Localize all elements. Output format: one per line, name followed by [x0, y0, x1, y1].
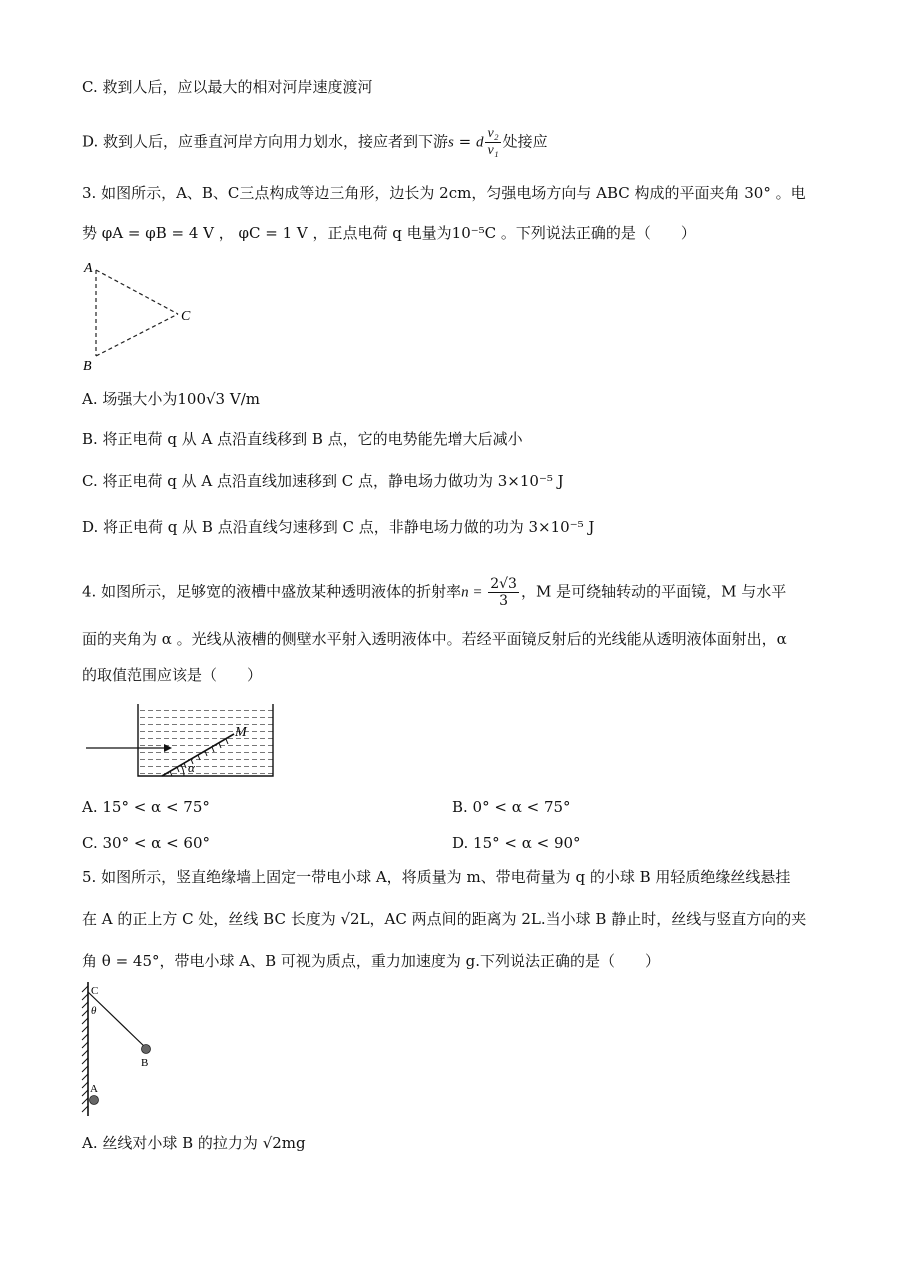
q4-n-label: n =: [461, 584, 487, 601]
q2-expr-s: s: [448, 134, 454, 151]
q4-stem-line1-pre: 4. 如图所示，足够宽的液槽中盛放某种透明液体的折射率: [82, 582, 462, 601]
q3-label-a: A: [84, 261, 93, 276]
q4-n-num: 2√3: [490, 576, 517, 592]
q4-label-m: M: [235, 725, 247, 740]
q4-n-den: 3: [499, 593, 509, 609]
q2-fraction-num: v₂: [487, 126, 499, 141]
q4-option-b: B. 0° < α < 75°: [452, 798, 571, 816]
q2-expr-d: d: [475, 134, 484, 151]
q2-option-d-post: 处接应: [502, 132, 548, 151]
q4-n-fraction: [488, 576, 519, 609]
q3-stem-line2: 势 φA = φB = 4 V ， φC = 1 V ，正点电荷 q 电量为10⁻⁵C 。下列说法正确的是（ ）: [82, 224, 696, 242]
q4-liquid: [138, 710, 273, 776]
q5-wall-hatch: [82, 986, 88, 1112]
q5-ball-b: [142, 1045, 151, 1054]
q3-label-c: C: [181, 309, 191, 324]
q3-option-a: A. 场强大小为100√3 V/m: [82, 390, 260, 408]
q5-label-c: C: [91, 985, 99, 997]
q3-label-b: B: [83, 359, 92, 374]
q2-fraction: [485, 126, 500, 159]
q3-stem-line1: 3. 如图所示，A、B、C三点构成等边三角形，边长为 2cm，匀强电场方向与 ABC 构成的平面夹角 30° 。电: [82, 184, 806, 202]
q4-option-d: D. 15° < α < 90°: [452, 834, 581, 852]
q2-option-c: C. 救到人后，应以最大的相对河岸速度渡河: [82, 78, 373, 96]
q5-stem-line2: 在 A 的正上方 C 处，丝线 BC 长度为 √2L，AC 两点间的距离为 2L.当小球 B 静止时，丝线与竖直方向的夹: [82, 910, 807, 928]
q2-expr-eq: =: [453, 132, 476, 151]
q3-option-c: C. 将正电荷 q 从 A 点沿直线加速移到 C 点，静电场力做功为 3×10⁻⁵ J: [82, 472, 564, 490]
q5-label-b: B: [141, 1057, 149, 1069]
q3-option-d: D. 将正电荷 q 从 B 点沿直线匀速移到 C 点，非静电场力做的功为 3×10⁻⁵ J: [82, 518, 595, 536]
q4-stem-line2: 面的夹角为 α 。光线从液槽的侧壁水平射入透明液体中。若经平面镜反射后的光线能从透明液体面射出，α: [82, 630, 787, 648]
q4-option-c: C. 30° < α < 60°: [82, 834, 210, 852]
q5-option-a: A. 丝线对小球 B 的拉力为 √2mg: [82, 1134, 306, 1152]
q4-stem-line1: [82, 576, 786, 609]
q4-stem-line3: 的取值范围应该是（ ）: [82, 666, 263, 684]
q5-ball-a: [90, 1096, 99, 1105]
q2-option-d-pre: D. 救到人后，应垂直河岸方向用力划水，接应者到下游: [82, 132, 449, 151]
q3-option-b: B. 将正电荷 q 从 A 点沿直线移到 B 点，它的电势能先增大后减小: [82, 430, 523, 448]
q5-thread-bc: [88, 992, 146, 1048]
q4-label-alpha: α: [188, 760, 195, 775]
q5-label-a: A: [90, 1083, 98, 1095]
q3-triangle-figure: [78, 258, 218, 378]
q3-side-bc: [96, 314, 178, 356]
q5-stem-line1: 5. 如图所示，竖直绝缘墙上固定一带电小球 A，将质量为 m、带电荷量为 q 的小球 B 用轻质绝缘丝线悬挂: [82, 868, 791, 886]
q4-tank-figure: [84, 700, 284, 780]
q5-label-theta: θ: [91, 1005, 97, 1017]
q4-option-a: A. 15° < α < 75°: [82, 798, 210, 816]
q3-side-ac: [96, 270, 178, 314]
q5-wall-figure: [80, 978, 180, 1118]
q2-fraction-den: v₁: [487, 143, 499, 158]
q4-stem-line1-post: ，M 是可绕轴转动的平面镜，M 与水平: [520, 582, 787, 601]
q5-stem-line3: 角 θ = 45°，带电小球 A、B 可视为质点，重力加速度为 g.下列说法正确的是（ ）: [82, 952, 661, 970]
q2-option-d: [82, 126, 548, 159]
